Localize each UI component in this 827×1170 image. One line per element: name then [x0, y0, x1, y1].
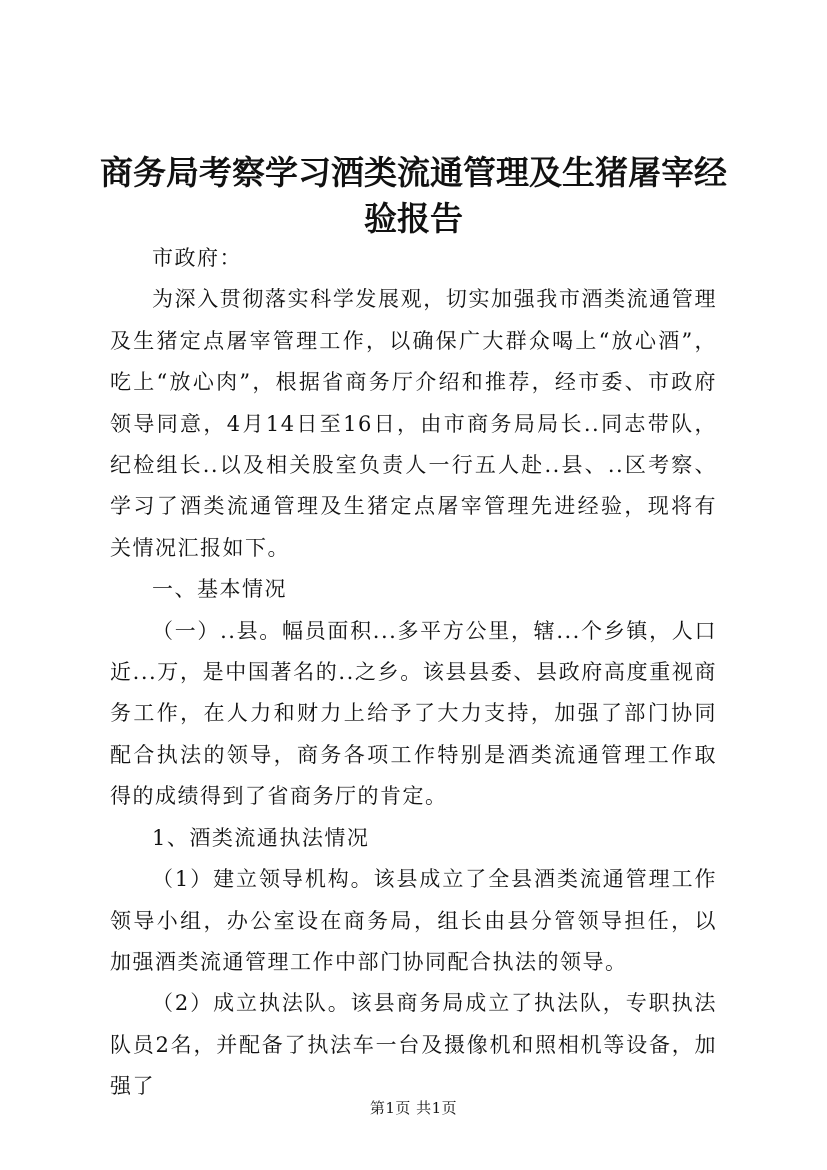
document-title: 商务局考察学习酒类流通管理及生猪屠宰经验报告: [100, 153, 727, 238]
document-body: [110, 238, 717, 1108]
salutation: 市政府：: [152, 246, 242, 270]
paragraph-intro: 为深入贯彻落实科学发展观，切实加强我市酒类流通管理及生猪定点屠宰管理工作，以确保广大群众喝上“放心酒”，吃上“放心肉”，根据省商务厅介绍和推荐，经市委、市政府领导同意，4月14日至16日，由市商务局局长..同志带队，纪检组长..以及相关股室负责人一行五人赴..县、..区考察、学习了酒类流通管理及生猪定点屠宰管理先进经验，现将有关情况汇报如下。: [110, 287, 717, 560]
paragraph-enforcement-team: （2）成立执法队。该县商务局成立了执法队，专职执法队员2名，并配备了执法车一台及摄像机和照相机等设备，加强了: [110, 991, 717, 1099]
paragraph-leadership: （1）建立领导机构。该县成立了全县酒类流通管理工作领导小组，办公室设在商务局，组长由县分管领导担任，以加强酒类流通管理工作中部门协同配合执法的领导。: [110, 867, 717, 974]
paragraph-county: （一）..县。幅员面积...多平方公里，辖...个乡镇，人口近...万，是中国著名的..之乡。该县县委、县政府高度重视商务工作，在人力和财力上给予了大力支持，加强了部门协同配合执法的领导，商务各项工作特别是酒类流通管理工作取得的成绩得到了省商务厅的肯定。: [110, 618, 717, 809]
subsection-heading-liquor: 1、酒类流通执法情况: [152, 825, 370, 850]
section-heading-basic: 一、基本情况: [152, 577, 287, 602]
page-footer: 第1页 共1页: [369, 1099, 458, 1117]
